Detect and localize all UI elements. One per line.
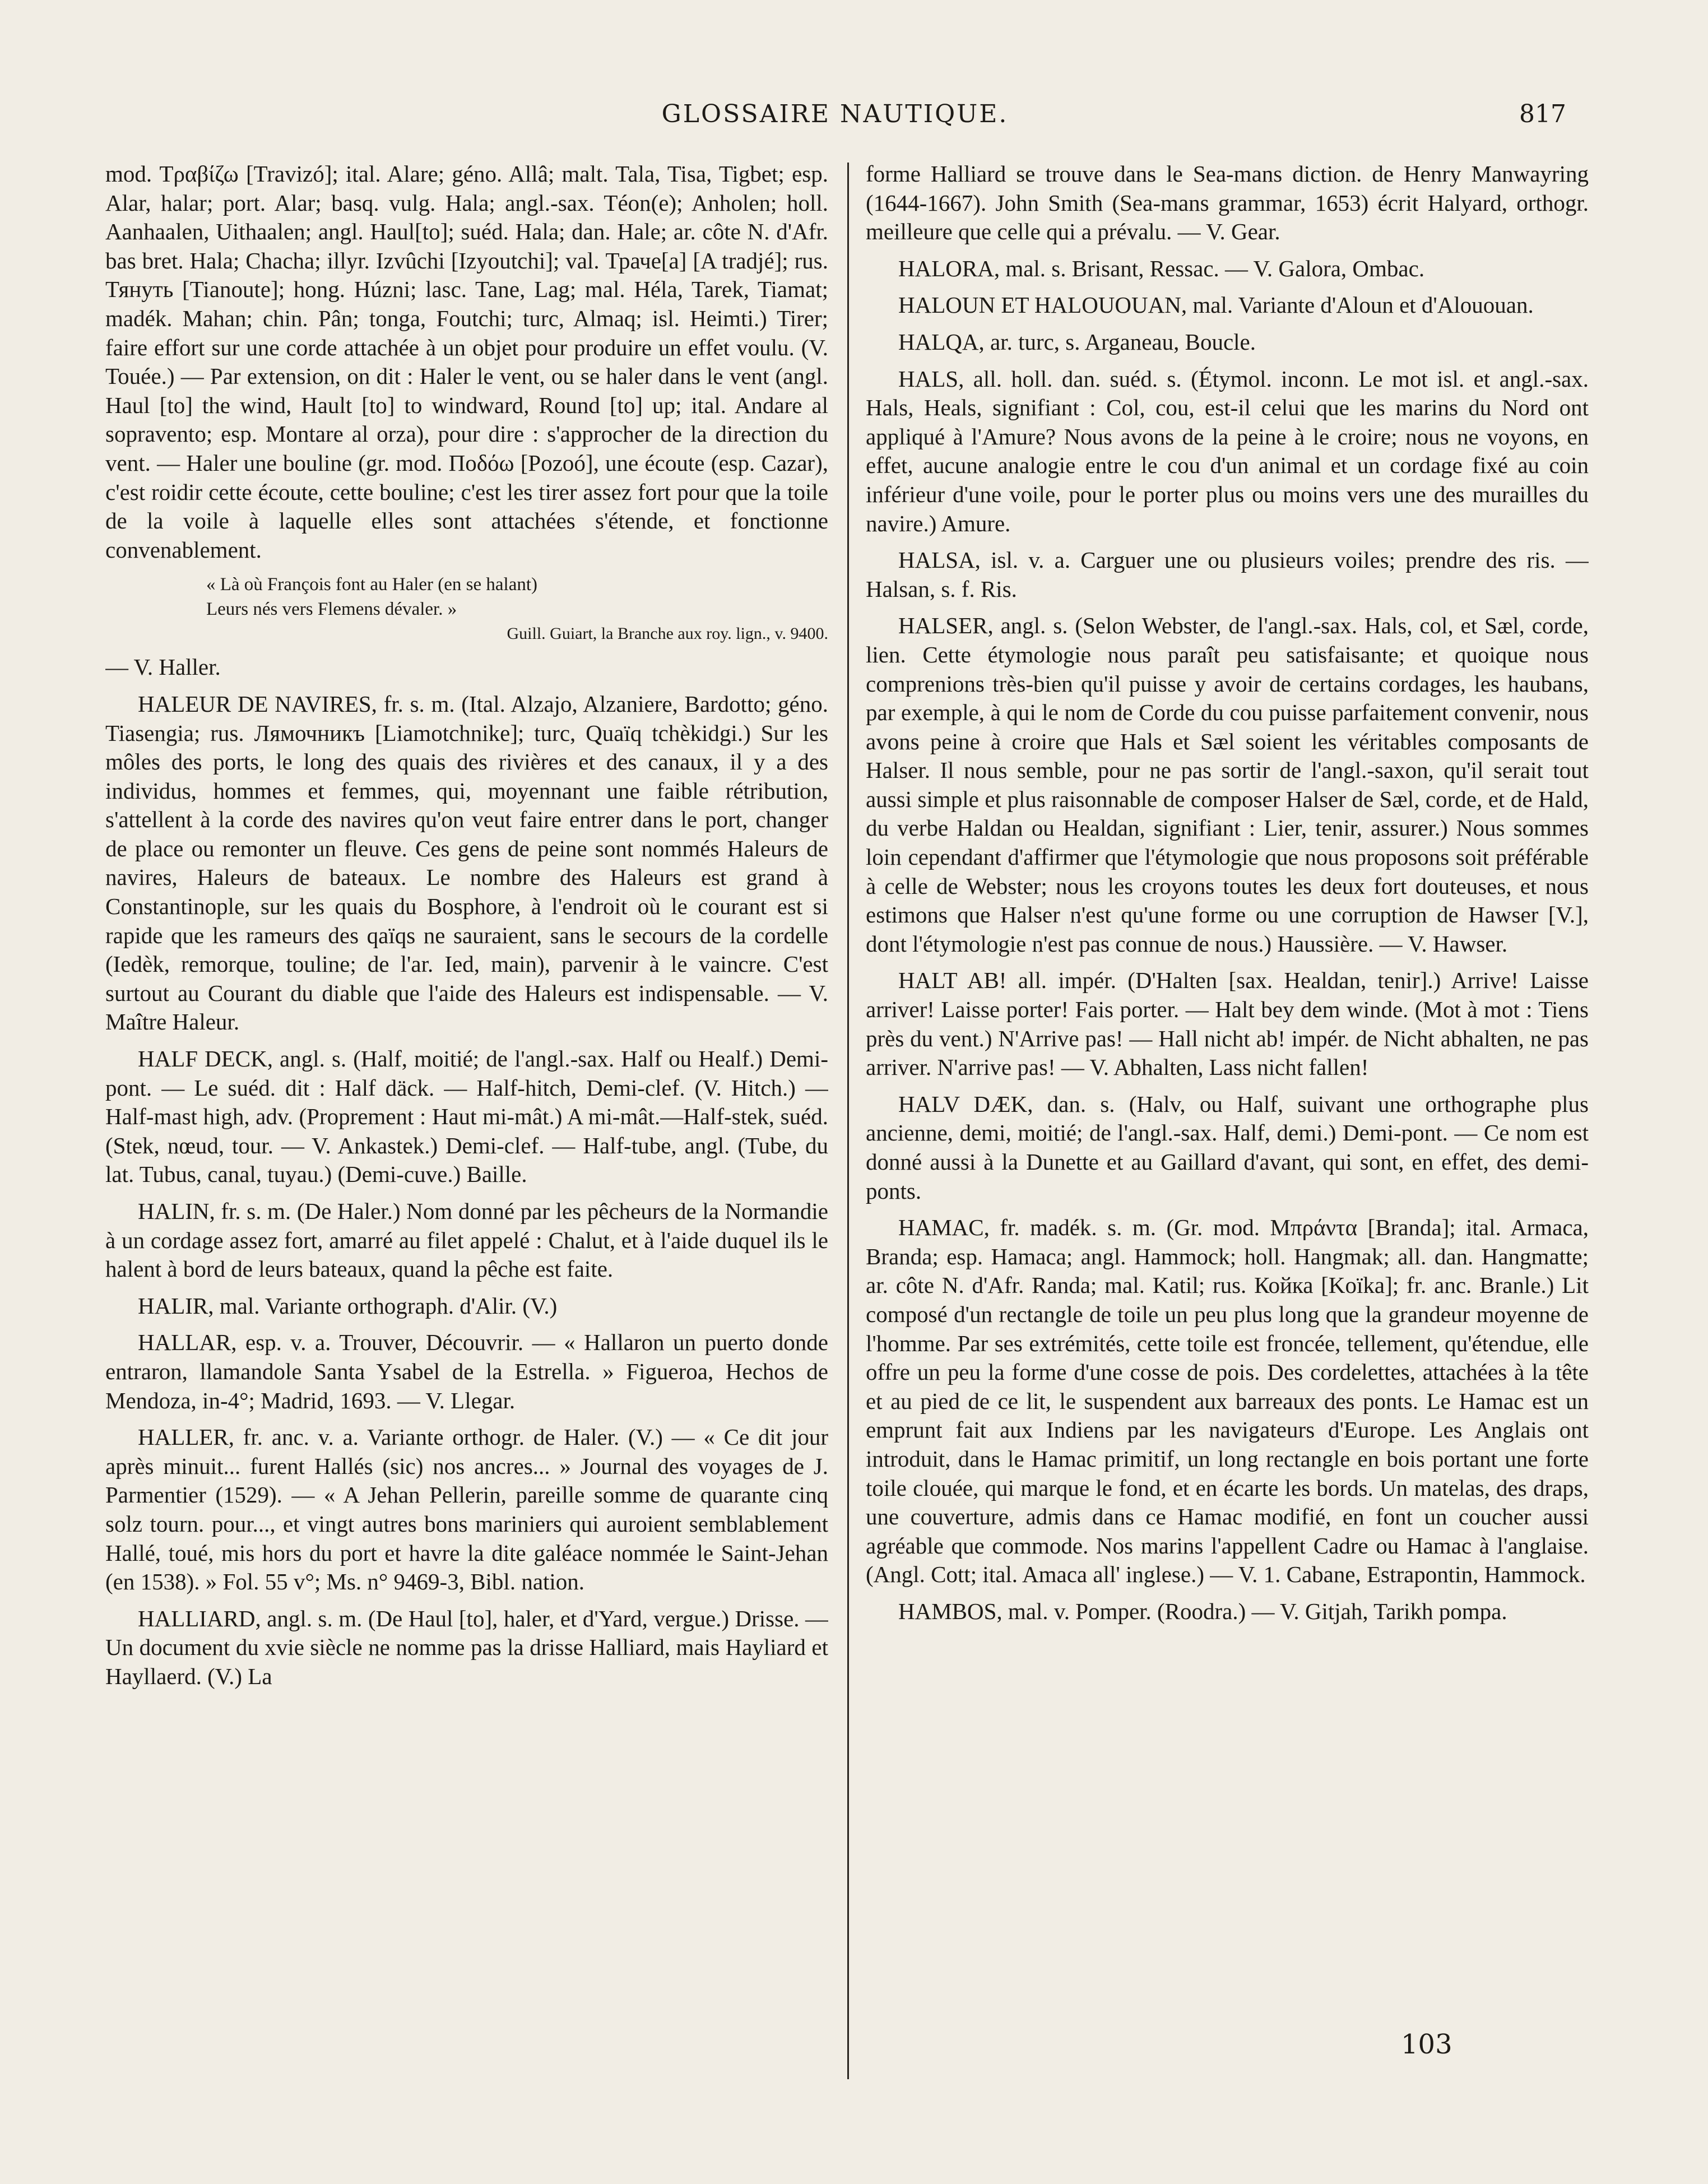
entry-halqa: HALQA, ar. turc, s. Arganeau, Boucle. — [898, 328, 1256, 355]
verse-quotation — [206, 572, 828, 646]
entry-hamac: HAMAC, fr. madék. s. m. (Gr. mod. Μπράντα [Branda]; ital. Armaca, Branda; esp. Hamaca; angl. Hammock; holl. Hangmak; all. dan. Hangmatte; ar. côte N. d'Afr. Randa; mal. Katil; rus. Койка [Koïka]; fr. anc. Branle.) Lit composé d'un rectangle de toile un peu plus long que la grandeur moyenne de l'homme. Par ses extrémités, cette toile est froncée, tellement, qu'étendue, elle offre un peu la forme d'une cosse de pois. Des cordelettes, attachées à la tête et au pied de ce lit, le suspendent aux barreaux des ponts. Le Hamac est un emprunt fait aux Indiens par les navigateurs d'Europe. Les Anglais ont introduit, dans le Hamac primitif, un long rectangle en bois portant une forte toile clouée, qui marque le fond, et en écarte les bords. Un matelas, des draps, une couverture, admis dans ce Hamac modifié, en font un coucher aussi agréable que commode. Nos marins l'appellent Cadre ou Hamac à l'anglaise. (Angl. Cott; ital. Amaca all' inglese.) — V. 1. Cabane, Estrapontin, Hammock. — [866, 1214, 1589, 1588]
entry-haleur-de-navires: HALEUR DE NAVIRES, fr. s. m. (Ital. Alzajo, Alzaniere, Bardotto; géno. Tiasengia; rus. Лямочникъ [Liamotchnike]; turc, Quaïq tchèkidgi.) Sur les môles des ports, le long des quais des rivières et des canaux, il y a des individus, hommes et femmes, qui, moyennant une faible rétribution, s'attellent à la corde des navires qu'on veut faire entrer dans le port, changer de place ou remonter un fleuve. Ces gens de peine sont nommés Haleurs de navires, Haleurs de bateaux. Le nombre des Haleurs est grand à Constantinople, sur les quais du Bosphore, à l'endroit où le courant est si rapide que les rameurs des qaïqs ne sauraient, sans le secours de la cordelle (Iedèk, remorque, touline; de l'ar. Ied, main), parvenir à le vaincre. C'est surtout au Courant du diable que l'aide des Haleurs est indispensable. — V. Maître Haleur. — [105, 690, 828, 1035]
entry-haloun: HALOUN ET HALOUOUAN, mal. Variante d'Aloun et d'Alououan. — [898, 292, 1534, 318]
entry-haller: HALLER, fr. anc. v. a. Variante orthogr. de Haler. (V.) — « Ce dit jour après minuit... furent Hallés (sic) nos ancres... » Journal des voyages de J. Parmentier (1529). — « A Jehan Pellerin, pareille somme de quarante cinq solz tourn. pour..., et vingt autres bons mariniers qui auroient semblablement Hallé, toué, mis hors du port et havre la dite galéace nommée le Saint-Jehan (en 1538). » Fol. 55 v°; Ms. n° 9469-3, Bibl. nation. — [105, 1424, 828, 1595]
entry-hambos: HAMBOS, mal. v. Pomper. (Roodra.) — V. Gitjah, Tarikh pompa. — [898, 1598, 1507, 1624]
entry-halora: HALORA, mal. s. Brisant, Ressac. — V. Galora, Ombac. — [898, 255, 1425, 281]
quote-line: Leurs nés vers Flemens dévaler. » — [206, 599, 457, 620]
entry-halser: HALSER, angl. s. (Selon Webster, de l'angl.-sax. Hals, col, et Sæl, corde, lien. Cette étymologie nous paraît peu satisfaisante; et quoique nous comprenions très-bien qu'il puisse y avoir de certains cordages, les haubans, par exemple, à qui le nom de Corde du cou puisse parfaitement convenir, nous avons peine à croire que Hals et Sæl soient les véritables composants de Halser. Il nous semble, pour ne pas sortir de l'angl.-saxon, qu'il serait tout aussi simple et plus raisonnable de composer Halser de Sæl, corde, et de Hald, du verbe Haldan ou Healdan, signifiant : Lier, tenir, assurer.) Nous sommes loin cependant d'affirmer que l'étymologie que nous proposons soit préférable à celle de Webster; nous les croyons toutes les deux fort douteuses, et nous estimons que Halser n'est qu'une forme ou une corruption de Hawser [V.], dont l'étymologie n'est pas connue de nous.) Haussière. — V. Hawser. — [866, 613, 1589, 957]
entry-halt-ab: HALT AB! all. impér. (D'Halten [sax. Healdan, tenir].) Arrive! Laisse arriver! Laisse porter! Fais porter. — Halt bey dem winde. (Mot à mot : Tiens près du vent.) N'Arrive pas! — Hall nicht ab! impér. de Nicht abhalten, ne pas arriver. N'arrive pas! — V. Abhalten, Lass nicht fallen! — [866, 967, 1589, 1081]
quote-reference: Guill. Guiart, la Branche aux roy. lign., v. 9400. — [507, 624, 828, 643]
running-title: GLOSSAIRE NAUTIQUE. — [661, 100, 1009, 128]
signature-mark: 103 — [1401, 2029, 1452, 2060]
entry-hals: HALS, all. holl. dan. suéd. s. (Étymol. inconn. Le mot isl. et angl.-sax. Hals, Heals, signifiant : Col, cou, est-il celui que les marins du Nord ont appliqué à l'Amure? Nous avons de la peine à le croire; nous ne voyons, en effet, aucune analogie entre le cou d'un animal et un cordage fixé au coin inférieur d'une voile, pour le porter plus ou moins vers une des murailles du navire.) Amure. — [866, 365, 1589, 536]
column-divider — [847, 163, 849, 2079]
quote-line: « Là où François font au Haler (en se halant) — [206, 574, 538, 595]
entry-half-deck: HALF DECK, angl. s. (Half, moitié; de l'angl.-sax. Half ou Healf.) Demi-pont. — Le suéd. dit : Half däck. — Half-hitch, Demi-clef. (V. Hitch.) — Half-mast high, adv. (Proprement : Haut mi-mât.) A mi-mât.—Half-stek, suéd. (Stek, nœud, tour. — V. Ankastek.) Demi-clef. — Half-tube, angl. (Tube, du lat. Tubus, canal, tuyau.) (Demi-cuve.) Baille. — [105, 1046, 828, 1188]
left-column — [105, 160, 828, 2071]
entry-halsa: HALSA, isl. v. a. Carguer une ou plusieurs voiles; prendre des ris. — Halsan, s. f. Ris. — [866, 547, 1589, 602]
entry-halir: HALIR, mal. Variante orthograph. d'Alir. (V.) — [138, 1292, 558, 1319]
right-column — [866, 160, 1589, 2071]
entry-halv-daek: HALV DÆK, dan. s. (Halv, ou Half, suivant une orthographe plus ancienne, demi, moitié; de l'angl.-sax. Half, demi.) Demi-pont. — Ce nom est donné aussi à la Dunette et au Gaillard d'avant, qui sont, en effet, des demi-ponts. — [866, 1091, 1589, 1204]
entry-halliard-continued: forme Halliard se trouve dans le Sea-mans diction. de Henry Manwayring (1644-1667). John Smith (Sea-mans grammar, 1653) écrit Halyard, orthogr. meilleure que celle qui a prévalu. — V. Gear. — [866, 161, 1589, 245]
running-head — [104, 100, 1566, 139]
entry-halin: HALIN, fr. s. m. (De Haler.) Nom donné par les pêcheurs de la Normandie à un cordage assez fort, amarré au filet appelé : Chalut, et à l'aide duquel ils le halent à bord de leurs bateaux, quand la pêche est faite. — [105, 1198, 828, 1282]
entry-haler-continued: mod. Τραβίζω [Travizó]; ital. Alare; géno. Allâ; malt. Tala, Tisa, Tigbet; esp. Alar, halar; port. Alar; basq. vulg. Hala; angl.-sax. Téon(e); Anholen; holl. Aanhaalen, Uithaalen; angl. Haul[to]; suéd. Hala; dan. Hale; ar. côte N. d'Afr. bas bret. Hala; Chacha; illyr. Izvûchi [Izyoutchi]; val. Трачe[a] [A tradjé]; rus. Тянуть [Tianoute]; hong. Húzni; lasc. Tane, Lag; mal. Héla, Tarek, Tiamat; madék. Mahan; chin. Pân; tonga, Foutchi; turc, Almaq; isl. Heimti.) Tirer; faire effort sur une corde attachée à un objet pour produire un effet voulu. (V. Touée.) — Par extension, on dit : Haler le vent, ou se haler dans le vent (angl. Haul [to] the wind, Hault [to] to windward, Round [to] up; ital. Andare al sopravento; esp. Montare al orza), pour dire : s'approcher de la direction du vent. — Haler une bouline (gr. mod. Ποδόω [Pozoó], une écoute (esp. Cazar), c'est roidir cette écoute, cette bouline; c'est les tirer assez fort pour que la toile de la voile à laquelle elles sont attachées s'étende, et fonctionne convenablement. — [105, 161, 828, 563]
entry-hallar: HALLAR, esp. v. a. Trouver, Découvrir. — « Hallaron un puerto donde entraron, llamandole Santa Ysabel de la Estrella. » Figueroa, Hechos de Mendoza, in-4°; Madrid, 1693. — V. Llegar. — [105, 1329, 828, 1413]
entry-halliard: HALLIARD, angl. s. m. (De Haul [to], haler, et d'Yard, vergue.) Drisse. — Un document du xvie siècle ne nomme pas la drisse Halliard, mais Hayliard et Hayllaerd. (V.) La — [105, 1605, 828, 1689]
cross-reference: — V. Haller. — [105, 654, 221, 680]
page-number: 817 — [1519, 100, 1566, 128]
